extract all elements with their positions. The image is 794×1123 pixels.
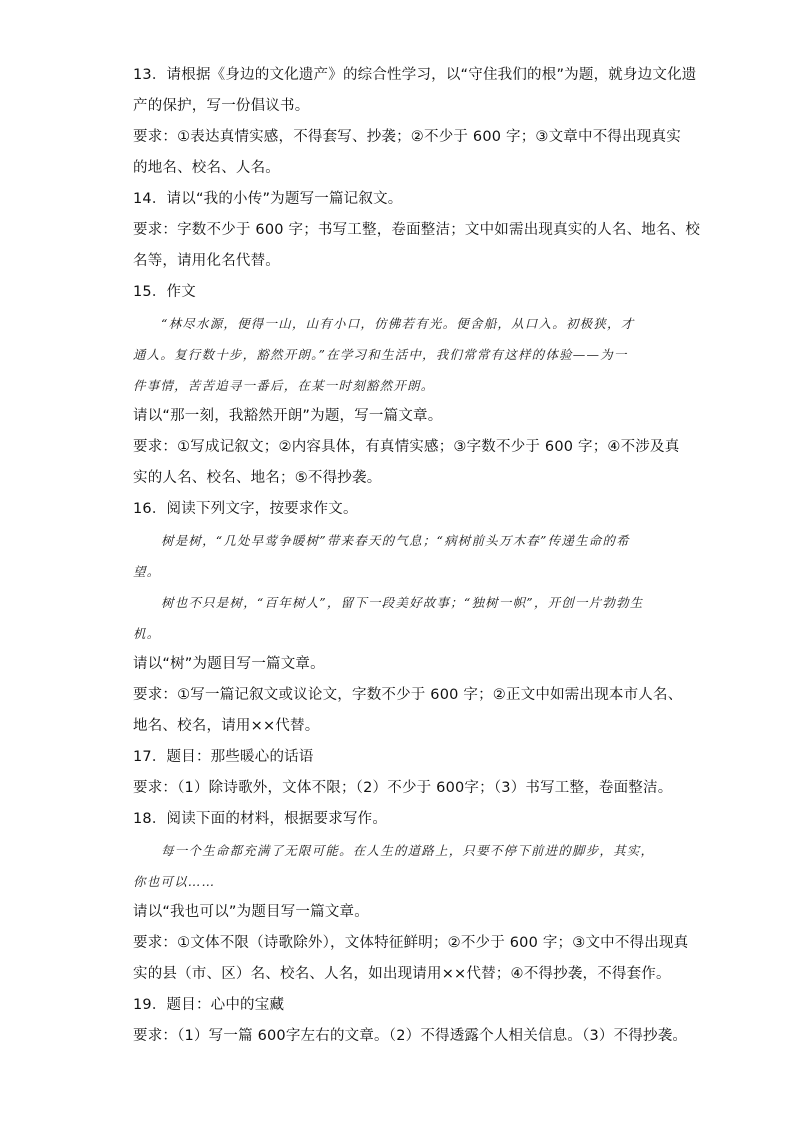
q17-requirement: 要求：（1）除诗歌外，文体不限；（2）不少于 600字；（3）书写工整，卷面整洁。 — [133, 780, 673, 796]
q15-quote-line-1: “林尽水源，便得一山，山有小口，仿佛若有光。便舍船，从口入。初极狭，才 — [161, 316, 635, 331]
q14-requirement-line-2: 名等，请用化名代替。 — [133, 253, 280, 269]
q16-quote-1-line-2: 望。 — [133, 564, 161, 579]
q16-requirement-line-2: 地名、校名，请用××代替。 — [133, 718, 320, 734]
q15-requirement-line-1: 要求：①写成记叙文；②内容具体，有真情实感；③字数不少于 600 字；④不涉及真 — [133, 439, 680, 455]
q18-prompt: 请以“我也可以”为题目写一篇文章。 — [133, 904, 369, 920]
q16-quote-1-line-1: 树是树，“几处早莺争暖树”带来春天的气息；“病树前头万木春”传递生命的希 — [161, 533, 630, 548]
q16-quote-2-line-2: 机。 — [133, 626, 161, 641]
q16-quote-2-line-1: 树也不只是树，“百年树人”，留下一段美好故事；“独树一帜”，开创一片勃勃生 — [161, 595, 644, 610]
q15-requirement-line-2: 实的人名、校名、地名；⑤不得抄袭。 — [133, 470, 382, 486]
q18-quote-line-1: 每一个生命都充满了无限可能。在人生的道路上，只要不停下前进的脚步，其实， — [161, 843, 655, 858]
q15-prompt: 请以“那一刻，我豁然开朗”为题，写一篇文章。 — [133, 408, 443, 424]
q18-requirement-line-2: 实的县（市、区）名、校名、人名，如出现请用××代替；④不得抄袭，不得套作。 — [133, 966, 671, 982]
q17-title: 17．题目：那些暖心的话语 — [133, 749, 314, 765]
q19-requirement: 要求：（1）写一篇 600字左右的文章。（2）不得透露个人相关信息。（3）不得抄袭。 — [133, 1028, 688, 1044]
q15-title: 15．作文 — [133, 284, 196, 300]
q15-quote-line-3: 件事情，苦苦追寻一番后，在某一时刻豁然开朗。 — [133, 378, 435, 393]
q16-prompt: 请以“树”为题目写一篇文章。 — [133, 656, 325, 672]
q13-requirement-line-1: 要求：①表达真情实感，不得套写、抄袭；②不少于 600 字；③文章中不得出现真实 — [133, 129, 681, 145]
q13-line-2: 产的保护，写一份倡议书。 — [133, 98, 310, 114]
q14-line-1: 14．请以“我的小传”为题写一篇记叙文。 — [133, 191, 403, 207]
q13-requirement-line-2: 的地名、校名、人名。 — [133, 160, 280, 176]
document-page — [133, 60, 701, 1052]
q16-title: 16．阅读下列文字，按要求作文。 — [133, 501, 358, 517]
q16-requirement-line-1: 要求：①写一篇记叙文或议论文，字数不少于 600 字；②正文中如需出现本市人名、 — [133, 687, 683, 703]
q18-quote-line-2: 你也可以…… — [133, 874, 216, 889]
q15-quote-line-2: 通人。复行数十步，豁然开朗。”在学习和生活中，我们常常有这样的体验——为一 — [133, 347, 628, 362]
q18-title: 18．阅读下面的材料，根据要求写作。 — [133, 811, 388, 827]
q19-title: 19．题目：心中的宝藏 — [133, 997, 285, 1013]
q14-requirement-line-1: 要求：字数不少于 600 字；书写工整，卷面整洁；文中如需出现真实的人名、地名、校 — [133, 222, 701, 238]
q18-requirement-line-1: 要求：①文体不限（诗歌除外），文体特征鲜明；②不少于 600 字；③文中不得出现真 — [133, 935, 689, 951]
q13-line-1: 13．请根据《身边的文化遗产》的综合性学习，以“守住我们的根”为题，就身边文化遗 — [133, 67, 697, 83]
